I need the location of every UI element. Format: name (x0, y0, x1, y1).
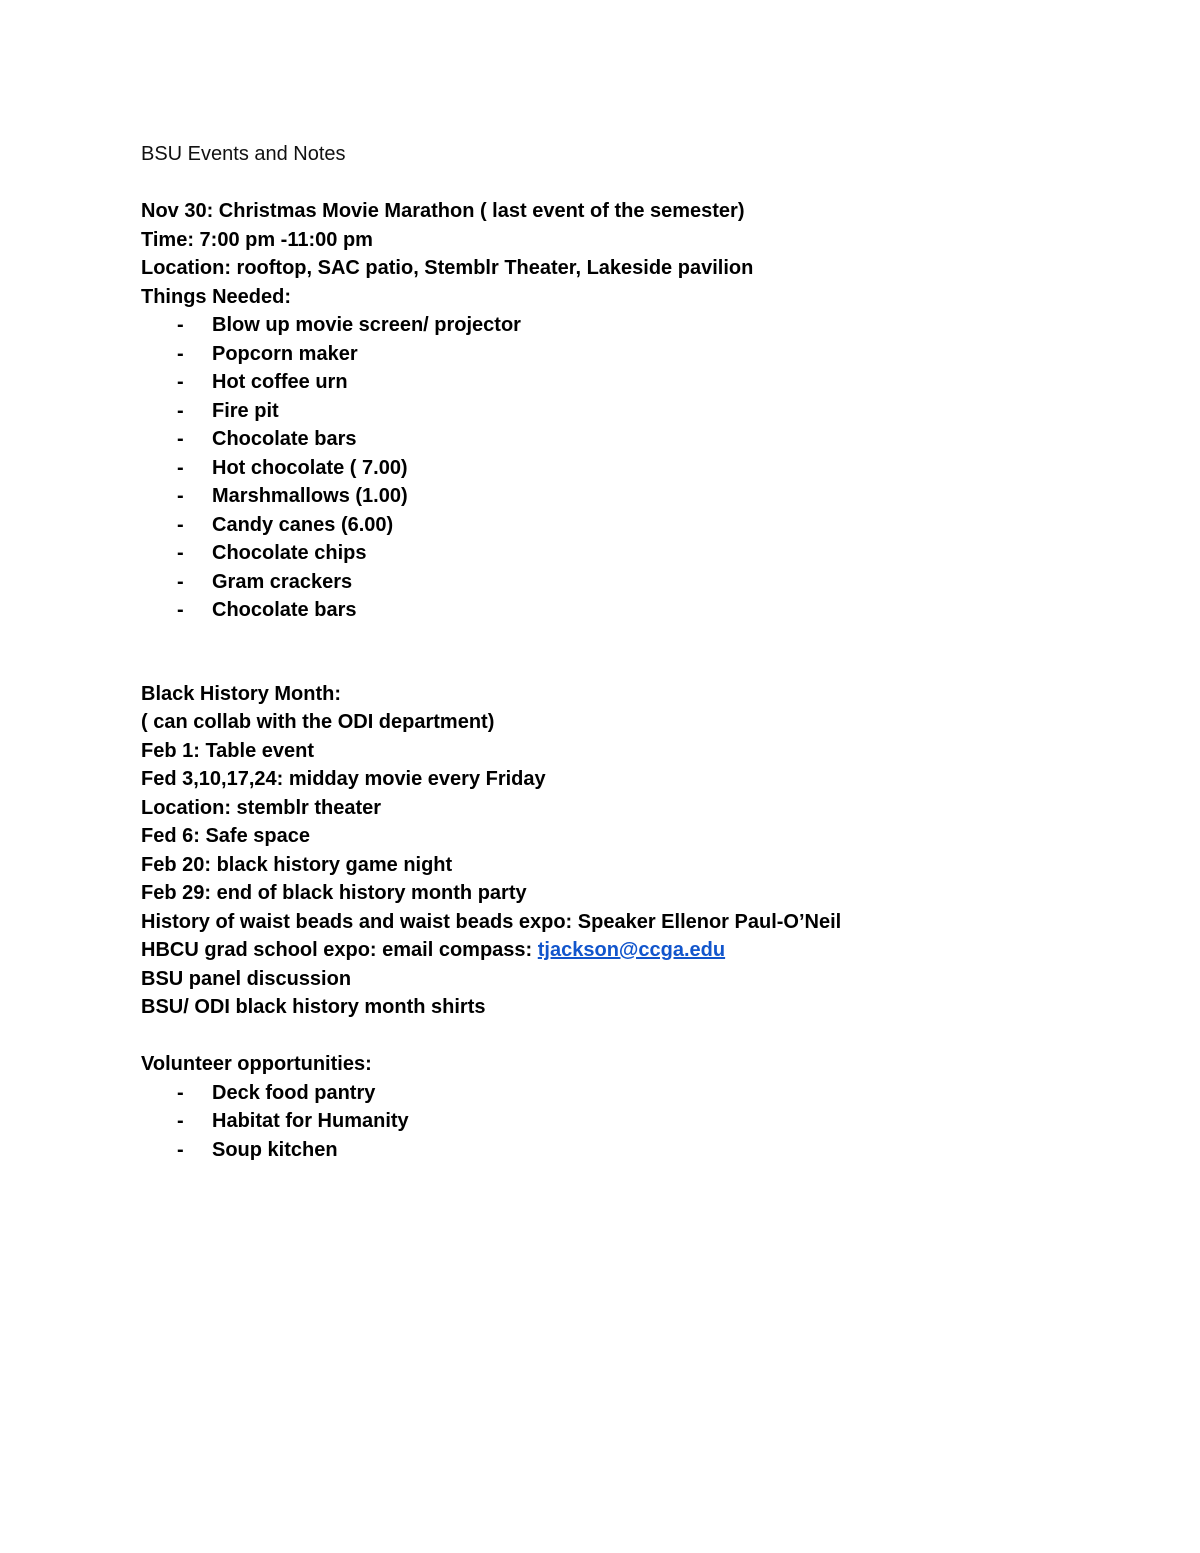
dash-bullet: - (177, 599, 184, 621)
volunteer-heading: Volunteer opportunities: (141, 1053, 372, 1075)
dash-bullet: - (177, 485, 184, 507)
list-item-text: Popcorn maker (212, 342, 358, 365)
spacer (141, 625, 1141, 680)
grad-expo-line (141, 936, 1141, 965)
list-item-text: Deck food pantry (212, 1081, 376, 1104)
list-item-text: Gram crackers (212, 570, 353, 593)
list-item (141, 596, 1141, 625)
dash-bullet: - (177, 399, 184, 422)
collab-note: ( can collab with the ODI department) (141, 711, 495, 733)
dash-bullet: - (177, 1110, 184, 1132)
list-item (141, 511, 1141, 540)
list-item-text: Habitat for Humanity (212, 1110, 409, 1132)
dash-bullet: - (177, 371, 184, 393)
list-item (141, 454, 1141, 483)
list-item-text: Blow up movie screen/ projector (212, 314, 521, 336)
list-item (141, 482, 1141, 511)
list-item (141, 1136, 1141, 1165)
movie-marathon-time: Time: 7:00 pm -11:00 pm (141, 228, 373, 251)
list-item (141, 568, 1141, 597)
list-item-text: Chocolate bars (212, 599, 357, 621)
document-page (141, 140, 1141, 1164)
list-item (141, 397, 1141, 426)
bhm-line: Feb 29: end of black history month party (141, 882, 527, 904)
dash-bullet: - (177, 542, 184, 564)
dash-bullet: - (177, 428, 184, 450)
list-item (141, 1107, 1141, 1136)
panel-discussion-line: BSU panel discussion (141, 967, 352, 990)
dash-bullet: - (177, 314, 184, 336)
list-item-text: Chocolate bars (212, 428, 357, 450)
spacer (141, 1022, 1141, 1051)
dash-bullet: - (177, 342, 184, 365)
document-title: BSU Events and Notes (141, 143, 346, 165)
list-item-text: Hot coffee urn (212, 371, 348, 393)
bhm-line: Fed 6: Safe space (141, 825, 310, 847)
bhm-line: Feb 20: black history game night (141, 853, 453, 876)
email-link[interactable]: tjackson@ccga.edu (537, 939, 726, 961)
things-needed-label: Things Needed: (141, 285, 292, 308)
volunteer-list (141, 1079, 1141, 1165)
things-needed-list (141, 311, 1141, 625)
spacer (141, 169, 1141, 198)
list-item (141, 368, 1141, 397)
list-item-text: Chocolate chips (212, 542, 367, 564)
dash-bullet: - (177, 1138, 184, 1161)
list-item (141, 311, 1141, 340)
list-item (141, 1079, 1141, 1108)
dash-bullet: - (177, 456, 184, 479)
dash-bullet: - (177, 570, 184, 593)
list-item-text: Soup kitchen (212, 1138, 338, 1161)
bhm-line: Fed 3,10,17,24: midday movie every Friday (141, 768, 546, 790)
movie-marathon-location: Location: rooftop, SAC patio, Stemblr Theater, Lakeside pavilion (141, 257, 754, 279)
dash-bullet: - (177, 513, 184, 536)
list-item-text: Marshmallows (1.00) (212, 485, 408, 507)
movie-marathon-heading: Nov 30: Christmas Movie Marathon ( last event of the semester) (141, 200, 745, 222)
bhm-line: Location: stemblr theater (141, 796, 382, 819)
black-history-month-heading: Black History Month: (141, 682, 342, 705)
list-item-text: Fire pit (212, 399, 279, 422)
bhm-line: History of waist beads and waist beads expo: Speaker Ellenor Paul-O’Neil (141, 910, 842, 933)
dash-bullet: - (177, 1081, 184, 1104)
grad-expo-text: HBCU grad school expo: email compass: (141, 939, 538, 961)
list-item (141, 539, 1141, 568)
shirts-line: BSU/ ODI black history month shirts (141, 996, 486, 1018)
bhm-line: Feb 1: Table event (141, 739, 315, 762)
list-item-text: Candy canes (6.00) (212, 513, 394, 536)
list-item-text: Hot chocolate ( 7.00) (212, 456, 408, 479)
list-item (141, 425, 1141, 454)
list-item (141, 340, 1141, 369)
